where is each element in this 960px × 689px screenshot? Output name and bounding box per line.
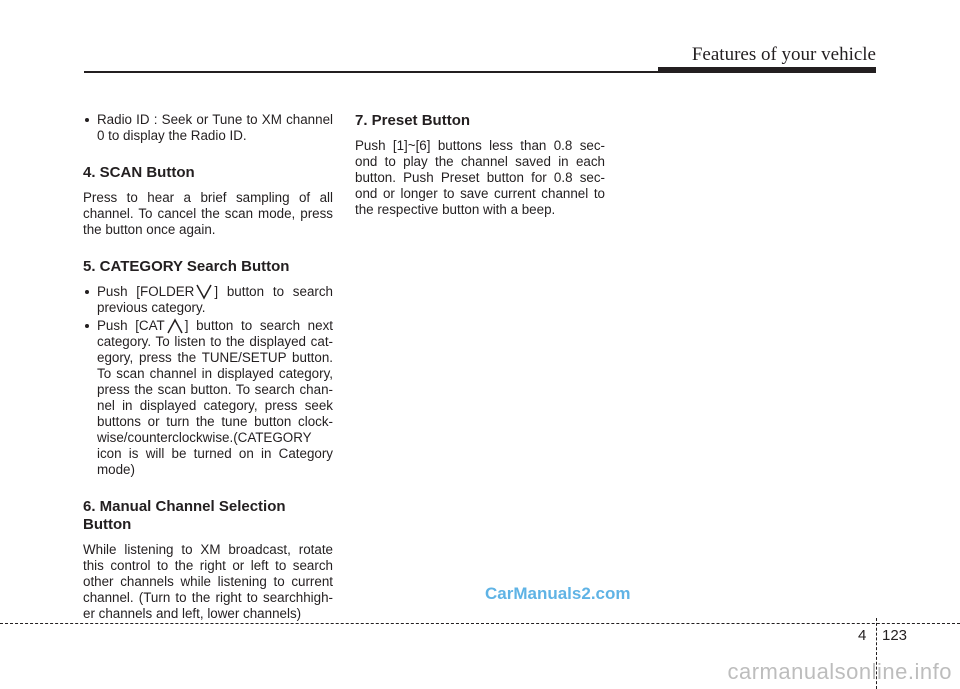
page-number: 123 bbox=[882, 627, 908, 644]
header-rule-accent bbox=[658, 67, 876, 73]
cat-text-post: ] button to search next category. To listen to the displayed cat- egory, press the TUNE/SETUP button. To scan channel in displayed category, press the scan button. To search chan- nel in displayed category, press seek buttons or turn the tune button clock- wise/counterclockwise.(CATEGORY icon is will be turned on in Category mode) bbox=[97, 318, 333, 477]
footer-rule bbox=[0, 623, 960, 624]
scan-body: Press to hear a brief sampling of all channel. To cancel the scan mode, press the button once again. bbox=[83, 190, 333, 237]
category-list bbox=[83, 284, 333, 478]
folder-text-pre: Push [FOLDER bbox=[97, 284, 195, 299]
scan-heading: 4. SCAN Button bbox=[83, 164, 195, 181]
manual-heading: 6. Manual Channel Selection Button bbox=[83, 498, 286, 533]
watermark-link[interactable]: CarManuals2.com bbox=[485, 584, 631, 603]
folder-text-post: ] button to search previous category. bbox=[97, 284, 333, 315]
header-title: Features of your vehicle bbox=[691, 44, 876, 65]
list-item bbox=[83, 318, 333, 478]
intro-list bbox=[83, 112, 333, 144]
category-heading: 5. CATEGORY Search Button bbox=[83, 258, 290, 275]
preset-body: Push [1]~[6] buttons less than 0.8 sec- ond to play the channel saved in each button. Push Preset button for 0.8 sec- ond or longer to save current channel to the respective button with a beep. bbox=[355, 138, 605, 217]
list-item: Radio ID : Seek or Tune to XM channel 0 to display the Radio ID. bbox=[83, 112, 333, 144]
chevron-up-icon bbox=[166, 318, 184, 334]
left-column bbox=[83, 112, 333, 622]
preset-heading: 7. Preset Button bbox=[355, 112, 471, 129]
cat-text-pre: Push [CAT bbox=[97, 318, 165, 333]
chapter-number: 4 bbox=[858, 627, 867, 644]
site-watermark: carmanualsonline.info bbox=[727, 659, 952, 684]
chevron-down-icon bbox=[195, 284, 213, 300]
manual-body: While listening to XM broadcast, rotate this control to the right or left to search other channels while listening to current channel. (Turn to the right to searchhigh- er channels and left, lower channels) bbox=[83, 542, 333, 621]
right-column bbox=[355, 112, 605, 218]
header-rule bbox=[84, 71, 662, 73]
list-item bbox=[83, 284, 333, 316]
